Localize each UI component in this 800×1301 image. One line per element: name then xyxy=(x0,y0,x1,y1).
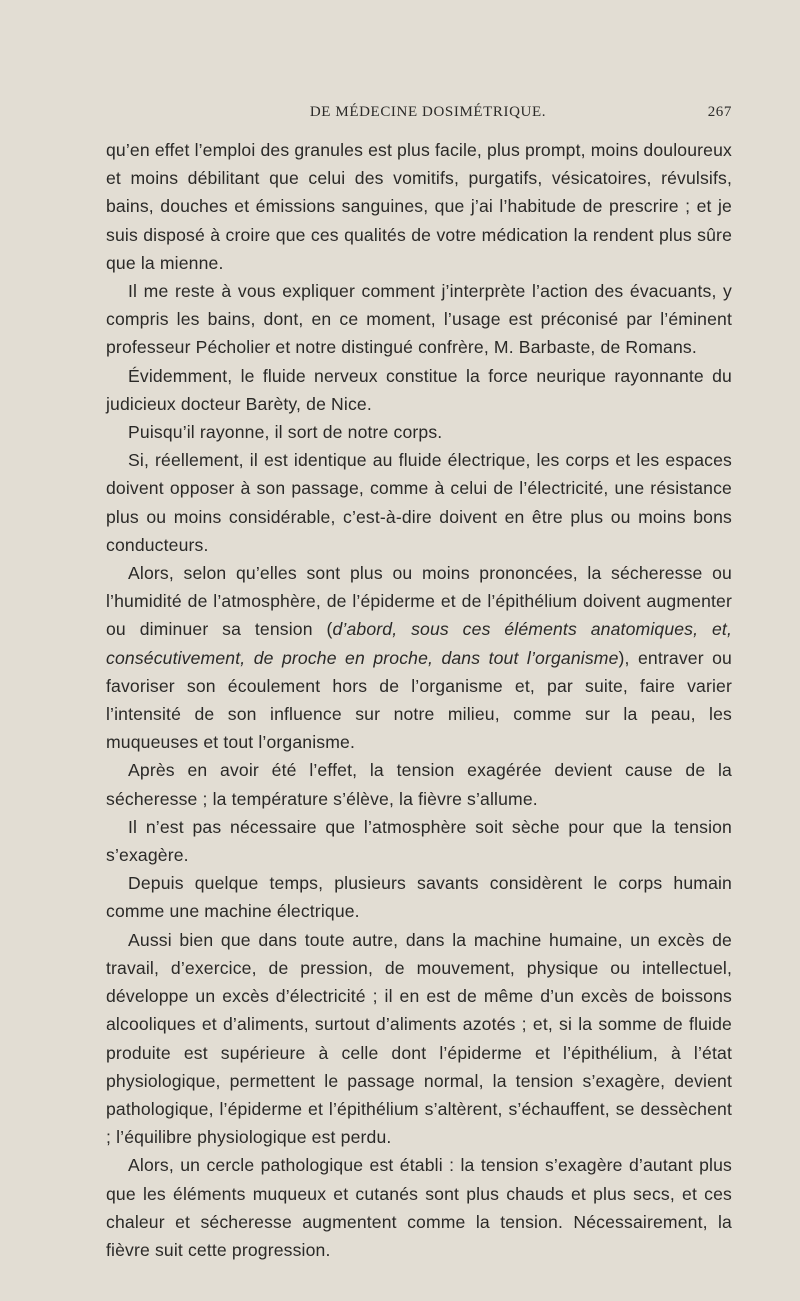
paragraph: Il n’est pas nécessaire que l’atmosphère soit sèche pour que la tension s’exagère. xyxy=(106,816,732,866)
italic-text: d’abord, sous ces éléments anatomiques, et, consécutivement, de proche en proche, dans tout l’organisme xyxy=(106,619,732,668)
paragraph: Puisqu’il rayonne, il sort de notre corps. xyxy=(128,422,443,443)
paragraph-text: Alors, selon qu’elles sont plus ou moins prononcées, la sécheresse ou l’humidité de l’atmosphère, de l’épiderme et de l’épithélium doivent augmenter ou diminuer sa tension ( xyxy=(106,563,732,640)
body-text xyxy=(106,136,732,1264)
paragraph: Alors, un cercle pathologique est établi : la tension s’exagère d’autant plus que les éléments muqueux et cutanés sont plus chauds et plus secs, et ces chaleur et sécheresse augmentent comme la tension. Nécessairement, la fièvre suit cette progression. xyxy=(106,1155,732,1260)
paragraph: Il me reste à vous expliquer comment j’interprète l’action des évacuants, y compris les bains, dont, en ce moment, l’usage est préconisé par l’éminent professeur Pécholier et notre distingué confrère, M. Barbaste, de Romans. xyxy=(106,281,732,358)
paragraph-with-italic xyxy=(106,559,732,756)
running-head xyxy=(106,104,732,126)
running-title: DE MÉDECINE DOSIMÉTRIQUE. xyxy=(309,104,547,120)
paragraph: Depuis quelque temps, plusieurs savants considèrent le corps humain comme une machine électrique. xyxy=(106,873,732,922)
paragraph: Évidemment, le fluide nerveux constitue la force neurique rayonnante du judicieux docteur Barèty, de Nice. xyxy=(106,365,732,414)
page-number: 267 xyxy=(707,104,732,120)
paragraph: Si, réellement, il est identique au fluide électrique, les corps et les espaces doivent opposer à son passage, comme à celui de l’électricité, une résistance plus ou moins considérable, c’est-à-dire doivent en être plus ou moins bons conducteurs. xyxy=(106,450,732,555)
paragraph: Après en avoir été l’effet, la tension exagérée devient cause de la sécheresse ; la température s’élève, la fièvre s’allume. xyxy=(106,760,732,809)
paragraph-text: ), entraver ou favoriser son écoulement hors de l’organisme et, par suite, faire varier l’intensité de son influence sur notre milieu, comme sur la peau, les muqueuses et tout l’organisme. xyxy=(106,647,732,753)
paragraph-continued: qu’en effet l’emploi des granules est plus facile, plus prompt, moins douloureux et moins débilitant que celui des vomitifs, purgatifs, vésicatoires, révulsifs, bains, douches et émissions sanguines, que j’ai l’habitude de prescrire ; et je suis disposé à croire que ces qualités de votre médication la rendent plus sûre que la mienne. xyxy=(106,140,732,273)
paragraph: Aussi bien que dans toute autre, dans la machine humaine, un excès de travail, d’exercice, de pression, de mouvement, physique ou intellectuel, développe un excès d’électricité ; il en est de même d’un excès de boissons alcooliques et d’aliments, surtout d’aliments azotés ; et, si la somme de fluide produite est supérieure à celle dont l’épiderme et l’épithélium, à l’état physiologique, permettent le passage normal, la tension s’exagère, devient pathologique, l’épiderme et l’épithélium s’altèrent, s’échauffent, se dessèchent ; l’équilibre physiologique est perdu. xyxy=(106,929,732,1148)
